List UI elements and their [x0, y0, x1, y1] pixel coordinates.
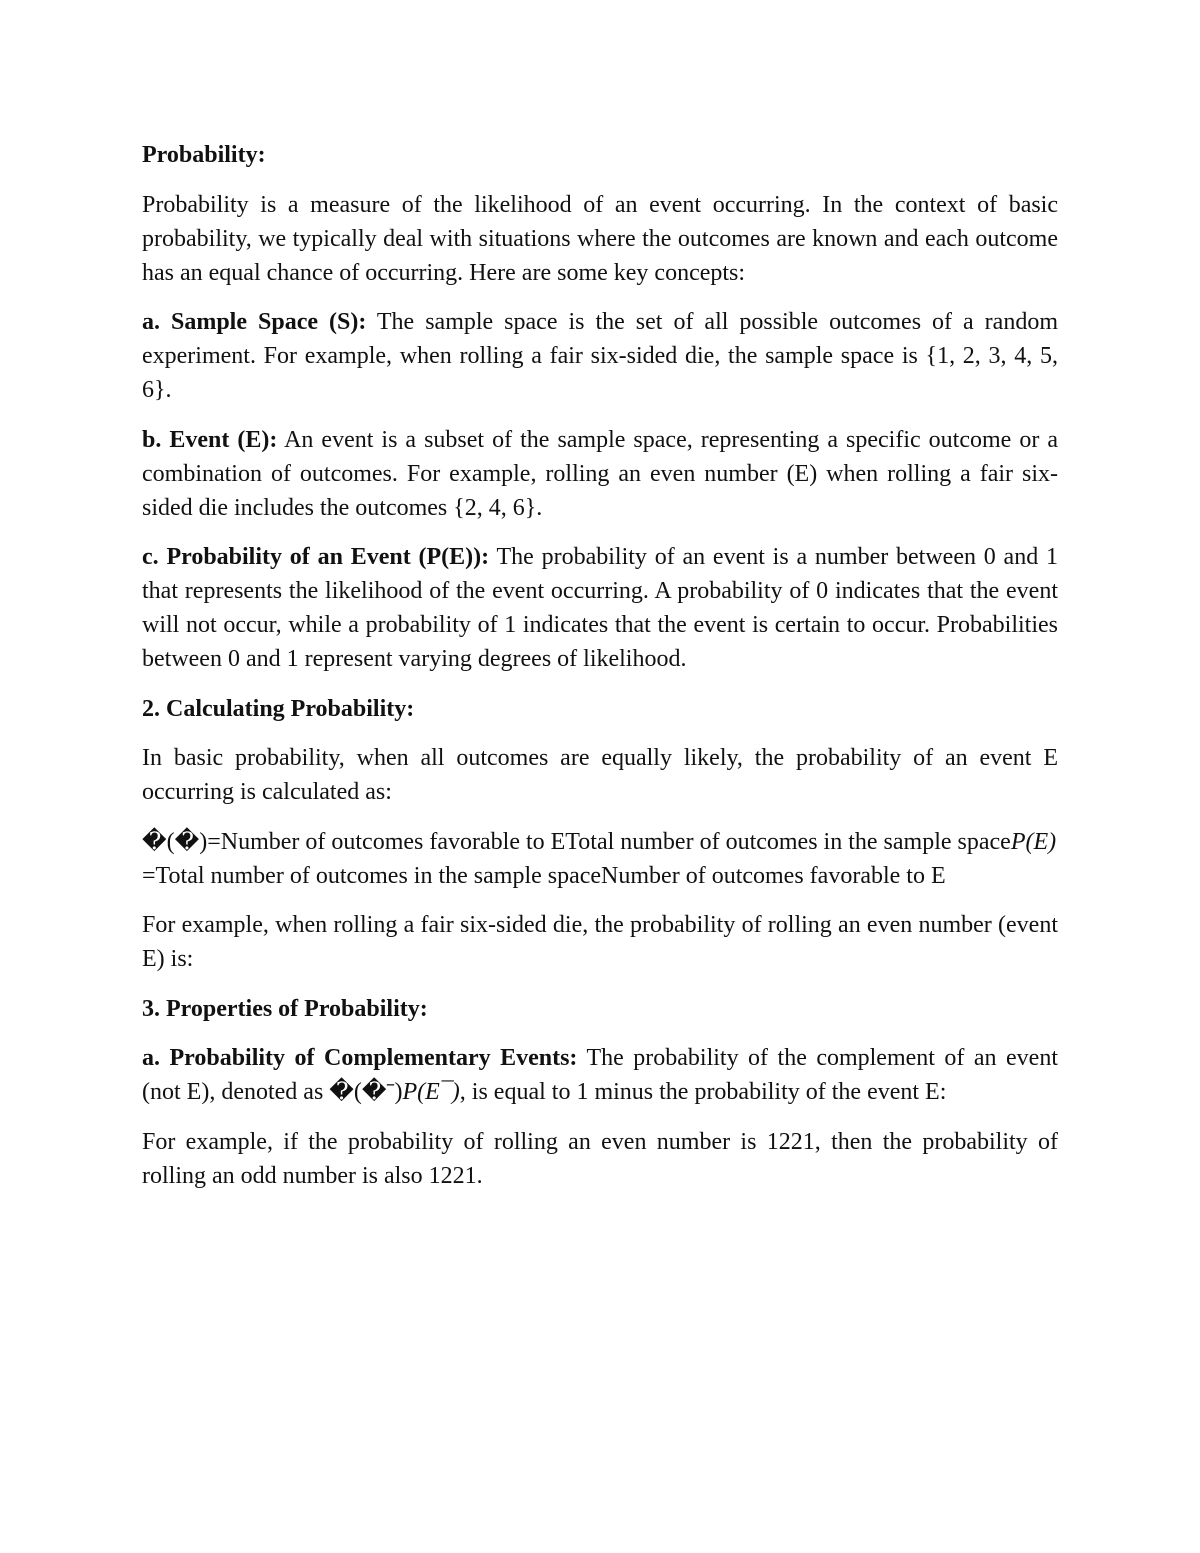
complement-label: a. Probability of Complementary Events:: [142, 1045, 578, 1071]
heading-calculating-probability: 2. Calculating Probability:: [142, 695, 415, 722]
probability-of-event-label: c. Probability of an Event (P(E)):: [142, 544, 490, 570]
complement-text-2: , is equal to 1 minus the probability of the event E:: [459, 1079, 947, 1105]
calculating-paragraph: In basic probability, when all outcomes are equally likely, the probability of an event E occurring is calculated as:: [142, 745, 1058, 805]
formula-part-2: =Total number of outcomes in the sample spaceNumber of outcomes favorable to E: [142, 862, 946, 889]
sample-space-label: a. Sample Space (S):: [142, 309, 367, 335]
event-label: b. Event (E):: [142, 426, 278, 453]
sample-space-text: The sample space is the set of all possible outcomes of a random experiment. For example, when rolling a fair six-sided die, the sample space is {1, 2, 3, 4, 5, 6}.: [142, 309, 1058, 403]
complement-paragraph: [142, 1041, 1058, 1109]
probability-of-event-paragraph: [142, 540, 1058, 676]
even-number-example-paragraph: For example, when rolling a fair six-sided die, the probability of rolling an even number (event E) is:: [142, 912, 1058, 972]
formula-math: P(E): [1010, 828, 1057, 855]
complement-math: P(E¯): [402, 1079, 460, 1105]
heading-properties-of-probability: 3. Properties of Probability:: [142, 995, 428, 1022]
probability-formula: [142, 825, 1058, 893]
final-example-paragraph: For example, if the probability of rolling an even number is 1221, then the probability of rolling an odd number is also 1221.: [142, 1128, 1058, 1189]
formula-part-1: �(�)=Number of outcomes favorable to ETotal number of outcomes in the sample space: [142, 828, 1011, 855]
intro-paragraph: Probability is a measure of the likelihood of an event occurring. In the context of basic probability, we typically deal with situations where the outcomes are known and each outcome has an equal chance of occurring. Here are some key concepts:: [142, 191, 1058, 286]
complement-text-1: The probability of the complement of an event (not E), denoted as �(�ˉ): [142, 1045, 1058, 1105]
heading-probability: Probability:: [142, 142, 266, 168]
event-text: An event is a subset of the sample space, representing a specific outcome or a combination of outcomes. For example, rolling an even number (E) when rolling a fair six-sided die includes the outcomes {2, 4, 6}.: [142, 426, 1058, 521]
probability-of-event-text: The probability of an event is a number between 0 and 1 that represents the likelihood of the event occurring. A probability of 0 indicates that the event will not occur, while a probability of 1 indicates that the event is certain to occur. Probabilities between 0 and 1 represent varying degrees of likelihood.: [142, 544, 1058, 672]
sample-space-paragraph: [142, 305, 1058, 407]
document-page: [142, 138, 1058, 1208]
event-paragraph: [142, 423, 1058, 525]
